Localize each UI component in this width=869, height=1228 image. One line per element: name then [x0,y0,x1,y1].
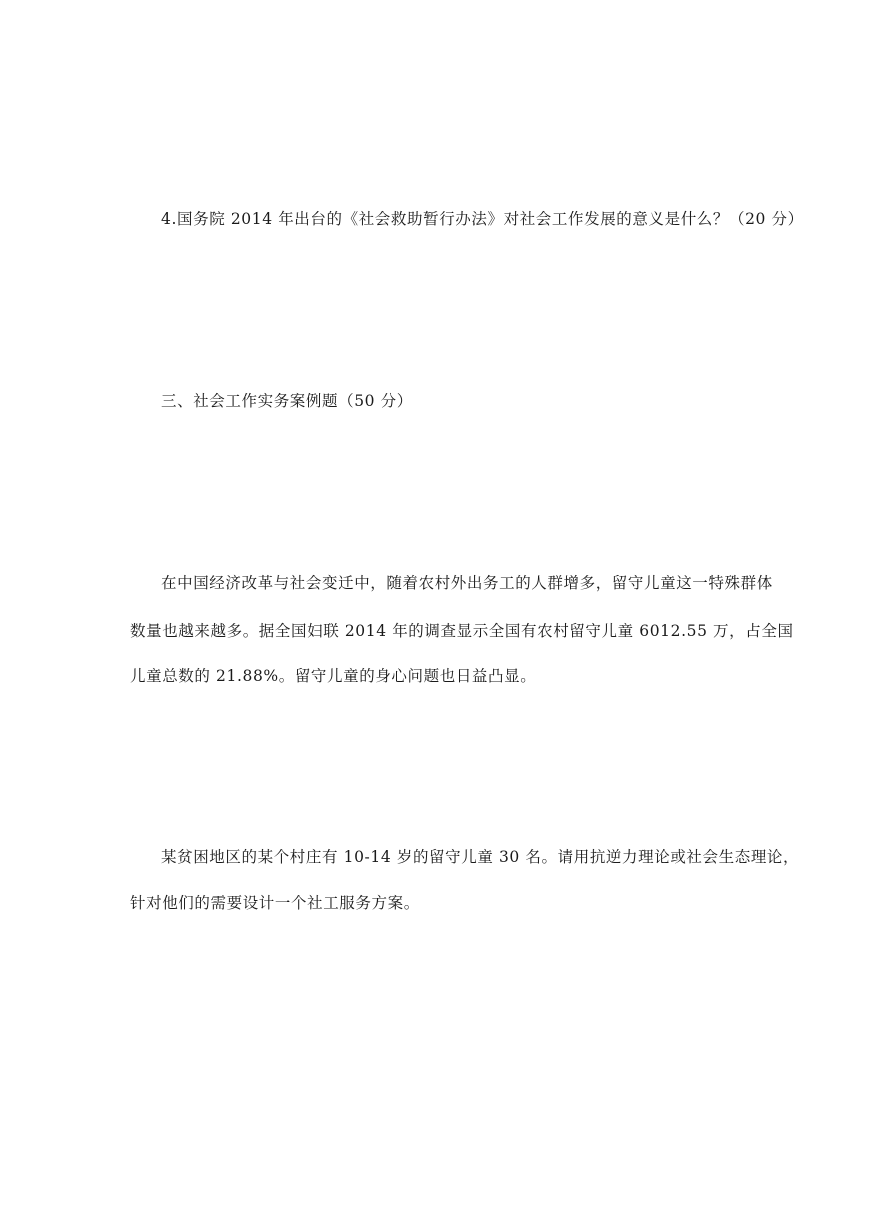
section-3-heading: 三、社会工作实务案例题（50 分） [161,392,413,410]
paragraph-line: 在中国经济改革与社会变迁中，随着农村外出务工的人群增多，留守儿童这一特殊群体 [161,574,773,592]
paragraph-line: 针对他们的需要设计一个社工服务方案。 [130,894,420,912]
paragraph-line: 儿童总数的 21.88%。留守儿童的身心问题也日益凸显。 [130,667,537,685]
paragraph-line: 某贫困地区的某个村庄有 10-14 岁的留守儿童 30 名。请用抗逆力理论或社会生态理论， [161,848,800,866]
paragraph-line: 数量也越来越多。据全国妇联 2014 年的调查显示全国有农村留守儿童 6012.55 万，占全国 [130,622,794,640]
question-4-text: 4.国务院 2014 年出台的《社会救助暂行办法》对社会工作发展的意义是什么？（20 分） [161,210,804,228]
